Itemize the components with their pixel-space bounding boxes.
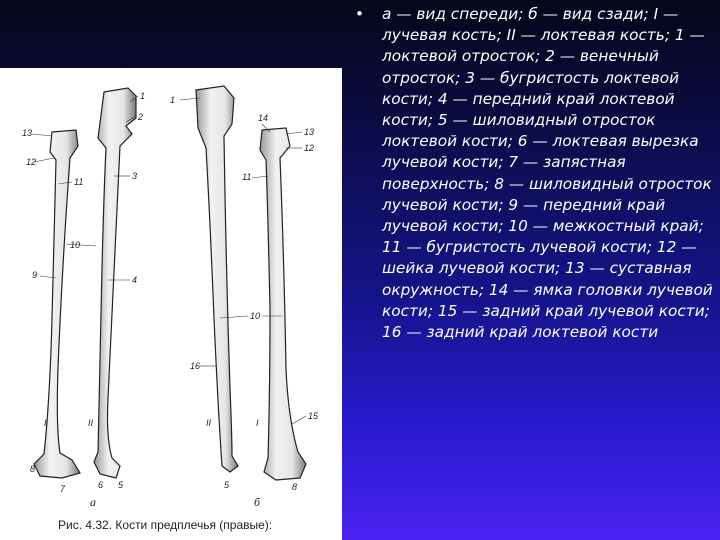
label-10-b: 10 [250,311,261,321]
label-1-a: 1 [140,91,146,101]
label-12-b: 12 [304,143,315,153]
label-10-a: 10 [70,240,81,250]
label-5-a: 5 [118,480,124,490]
label-roman-II-a: II [88,418,94,428]
ulna-bone-front [94,88,136,478]
label-9: 9 [32,270,38,280]
bones-illustration [0,68,342,540]
label-7: 7 [60,484,66,494]
bullet-marker: • [355,5,365,23]
legend-text: а — вид спереди; б — вид сзади; I — лучевая кость; II — локтевая кость; 1 — локтевой отросток; 2 — венечный отросток; 3 — бугристость локтевой кости; 4 — передний край локтевой кости; 5 — шиловидный отросток локтевой кости; 6 — локтевая вырезка лучевой кости; 7 — запястная поверхность; 8 — шиловидный отросток лучевой кости; 9 — передний край лучевой кости; 10 — межкостный край; 11 — бугристость лучевой кости; 12 — шейка лучевой кости; 13 — суставная окружность; 14 — ямка головки лучевой кости; 15 — задний край лучевой кости; 16 — задний край локтевой кости [382,5,713,342]
label-roman-II-b: II [206,418,212,428]
label-2: 2 [138,112,144,122]
label-5-b: 5 [224,480,230,490]
label-16: 16 [190,361,201,371]
label-3: 3 [132,171,138,181]
ulna-bone-back [196,86,238,472]
label-1-b: 1 [170,95,176,105]
label-15: 15 [308,411,319,421]
label-4: 4 [132,275,138,285]
figure-caption: Рис. 4.32. Кости предплечья (правые): [58,518,273,532]
label-roman-I-b: I [256,418,259,428]
label-12-a: 12 [26,157,37,167]
view-a-label: а [90,495,96,509]
label-13-a: 13 [22,128,33,138]
label-14: 14 [258,113,269,123]
radius-bone-back [260,128,306,480]
label-8-a: 8 [30,464,36,474]
forearm-bones-figure [0,68,342,540]
view-b-label: б [254,495,261,509]
label-11-b: 11 [242,172,252,182]
label-roman-I-a: I [44,418,47,428]
legend-bullet [355,4,718,343]
label-13-b: 13 [304,127,315,137]
label-11-a: 11 [74,177,84,187]
label-8-b: 8 [292,482,298,492]
label-6: 6 [98,480,104,490]
